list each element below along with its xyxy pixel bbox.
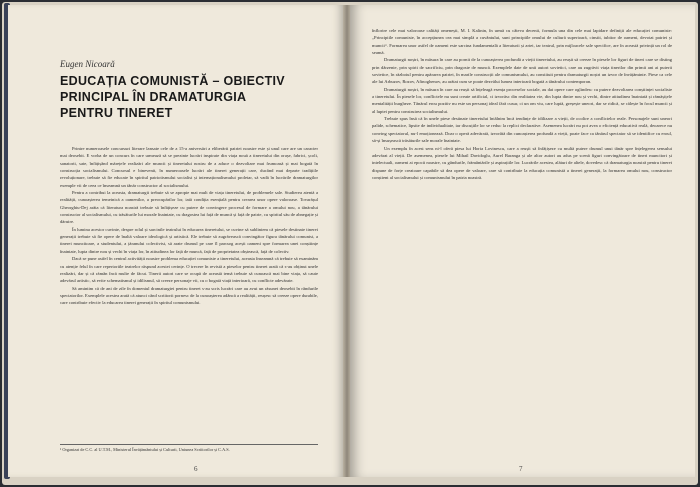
paragraph: Să amintim că de ani de zile în domeniul dramaturgiei pentru tineret s-au scris lucrări care au avut un răsunet deosebit în rândurile spectatorilor. Exemplele acestea arată că atunci când scriitorii pornesc de la cunoașterea adâncă a realității, reușesc să creeze opere durabile, care contribuie efectiv la educarea tinerei generații în spiritul comunismului. [60, 285, 318, 306]
title-line: PENTRU TINERET [60, 106, 173, 120]
paragraph: Dramaturgii noștri, în măsura în care au reușit să înțeleagă esența proceselor sociale, au dat opere care oglindesc cu putere dezvoltarea conștiinței socialiste a tineretului. În piesele lor, conflictele nu sunt create artificial, ci izvorăsc din realitatea vie, din lupta dintre nou și vechi, dintre atitudinea înaintată și rămășițele mentalității burgheze. Tânărul erou pozitiv nu este un personaj ideal fără cusur, ci un om viu, care luptă, greșește uneori, dar se ridică, se călește în focul muncii și al luptei pentru construirea socialismului. [372, 86, 672, 114]
paragraph: Pentru a contribui la aceasta, dramaturgii trebuie să se apropie mai mult de viața tineretului, de problemele sale. Studierea atentă a realității, cunoașterea temeinică a oamenilor, a preocupărilor lor, iată condiția esențială pentru crearea unor opere valoroase. Tovarășul Gheorghiu-Dej arăta că literatura noastră trebuie să înfățișeze cu putere de convingere procesul de formare a omului nou, a tânărului constructor al socialismului, cu trăsăturile lui morale înaintate, cu dragostea lui față de muncă și față de patrie, cu spiritul său de abnegație și dăruire. [60, 190, 318, 225]
page-number: 6 [194, 465, 198, 473]
right-page [350, 5, 695, 477]
title-line: EDUCAȚIA COMUNISTĂ – OBIECTIV [60, 74, 285, 88]
title-line: PRINCIPAL ÎN DRAMATURGIA [60, 90, 247, 104]
paragraph: În lumina acestor cuvinte, despre rolul și sarcinile teatrului în educarea tineretului, se cuvine să subliniem că piesele destinate tinerei generații trebuie să fie opere de înaltă valoare ideologică și artistică. Ele trebuie să zugrăvească convingător figura tânărului comunist, a tinerei muncitoare, a studentului, a țăranului colectivist, să arate drumul pe care îl parcurg acești oameni spre formarea unei conștiințe înaintate, lupta dintre nou și vechi în viața lor, în atitudinea lor față de muncă, față de proprietatea obștească, față de colectiv. [60, 226, 318, 254]
footnote: ¹ Organizat de C.C. al U.T.M., Ministerul Învățământului și Culturii, Uniunea Scriitorilor și C.A.S. [60, 444, 318, 453]
paragraph: înflorire cele mai valoroase calități omenești, M. I. Kalinin, în urmă cu câteva decenii, formula una din cele mai lapidare definiții ale educației comuniste: „Principiile comuniste, în accepțiunea cea mai simplă a cuvântului, sunt principiile omului de cultură superioară, cinstit, iubitor de oameni, devotat patriei și muncii“. Formarea unor astfel de oameni este sarcina fundamentală a literaturii și artei, iar teatrul, prin mijloacele sale specifice, are în această privință un rol de seamă. [372, 28, 672, 56]
author-name: Eugen Nicoară [60, 59, 115, 69]
paragraph: Dacă se pune astfel în centrul activității noastre problema educației comuniste a tineretului, aceasta înseamnă că trebuie să examinăm cu atenție felul în care repertoriile teatrelor răspund acestei cerințe. O trecere în revistă a pieselor pentru tineret arată că s-au obținut unele realizări, dar și că rămân încă multe de făcut. Tinerii autori care se ocupă de această temă trebuie să cunoască mai bine viața, să caute adevărul artistic, să evite schematismul și idilismul, să creeze personaje vii, cu o bogată viață interioară, cu conflicte adevărate. [60, 256, 318, 284]
left-page [8, 5, 344, 477]
left-body-text [60, 145, 318, 443]
page-number: 7 [519, 465, 523, 473]
right-body-text [372, 27, 672, 455]
article-title [60, 73, 310, 121]
paragraph: Trebuie spus însă că în unele piese destinate tineretului întâlnim încă tendințe de idilizare a vieții, de ocolire a conflictelor reale. Personajele sunt uneori palide, schematice, lipsite de individualitate, iar discuțiile lor se reduc la replici declarative. Asemenea lucrări nu pot avea o eficiență educativă reală, deoarece nu conving spectatorul, nu-l emoționează. Doar o operă adevărată, izvorâtă din cunoașterea profundă a vieții, poate face ca tânărul spectator să se identifice cu eroul, să-și însușească trăsăturile sale morale înaintate. [372, 116, 672, 144]
paragraph: Dramaturgii noștri, în măsura în care au pornit de la cunoașterea profundă a vieții tineretului, au reușit să creeze în piesele lor figuri de tineri care se disting prin dârzenie, prin spirit de sacrificiu, prin dragoste de muncă. Exemplele date de unii autori sovietici, care au zugrăvit viața tinerilor din primii ani ai puterii sovietice, în războiul pentru apărarea patriei, în marile construcții ale comunismului, au constituit pentru dramaturgii noștri un izvor de învățăminte. Piese ca cele ale lui Arbuzov, Rozov, Afinoghenov, au arătat cum se poate dezvălui lumea interioară bogată a tânărului contemporan. [372, 57, 672, 85]
paragraph: Un exemplu în acest sens ni-l oferă piesa lui Horia Lovinescu, care a reușit să înfățișeze cu multă putere drumul unui tânăr spre înțelegerea sensului adevărat al vieții. De asemenea, piesele lui Mihail Davidoglu, Aurel Baranga și ale altor autori au adus pe scenă figuri convingătoare de tineri muncitori și intelectuali, oameni ai epocii noastre, cu gândurile, frământările și aspirațiile lor. Lucrările acestea, alături de altele, dovedesc că dramaturgia noastră pentru tineret dispune de forțe creatoare capabile să dea opere de valoare, care să contribuie la educația comunistă a tinerei generații, la formarea omului nou, constructor conștient al socialismului și comunismului în patria noastră. [372, 145, 672, 180]
paragraph: Printre numeroasele concursuri literare lansate cele de a 15-a aniversări a eliberării patriei noastre este și unul care are un caracter mai deosebit. E vorba de un concurs în care urmează să se prezinte lucrări inspirate din viața nouă a tineretului din orașe, fabrici, școli, sanatorii, sate, înfățișând mărețele realizări ale muncii și tineretului nostru de a aduce o dezvoltare mai frumoasă și mai bogată în construcția socialismului. Concursul e binevenit, în numeroasele lucrări ale tinerei generații care, ducând mai departe tradițiile revoluționare, trebuie să fie educate în spiritul patriotismului socialist și internaționalismului proletar, să vadă în lucrările dramaturgilor exemple vii de ceea ce înseamnă un tânăr constructor al socialismului. [60, 146, 318, 188]
